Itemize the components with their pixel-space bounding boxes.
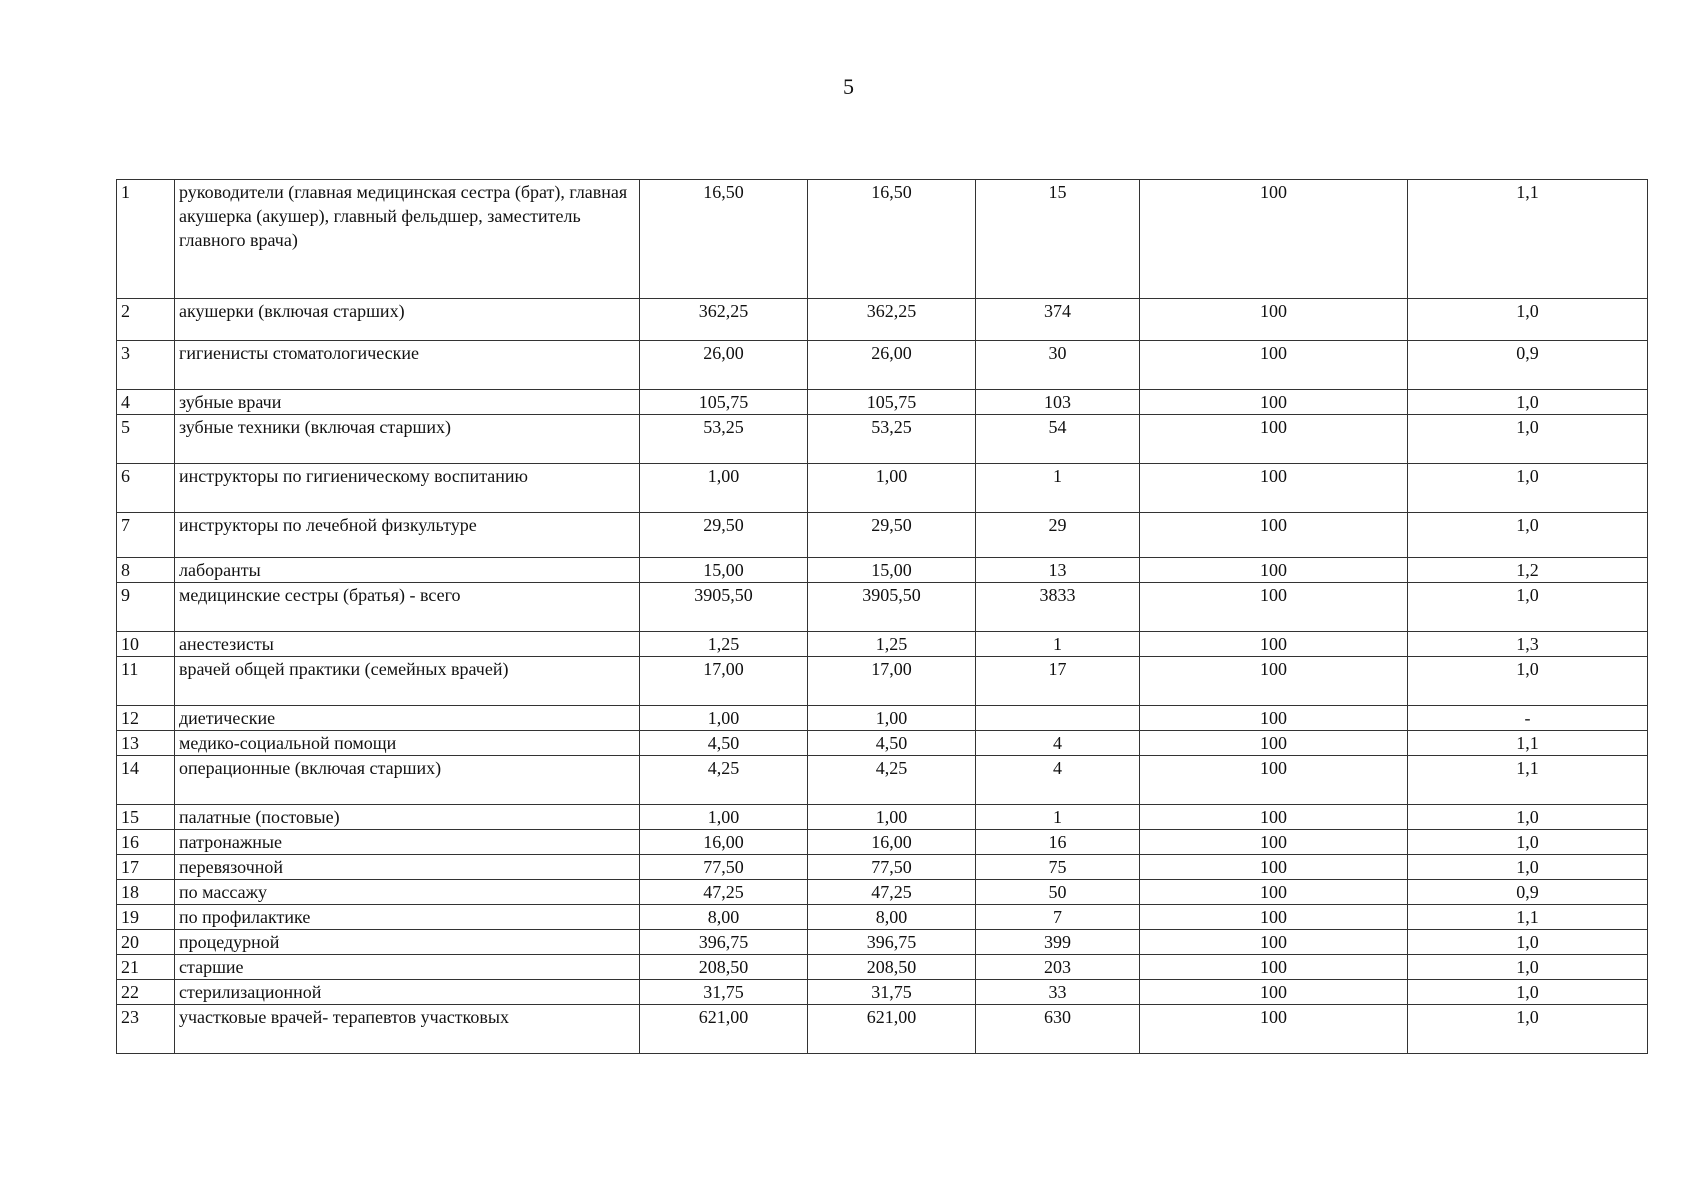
value-col-5-cell: 1,0 — [1408, 464, 1648, 513]
value-col-1-cell: 4,50 — [640, 731, 808, 756]
value-col-1-cell: 53,25 — [640, 415, 808, 464]
table-row — [117, 632, 1648, 657]
value-col-2-cell: 26,00 — [808, 341, 976, 390]
value-col-2-cell: 208,50 — [808, 955, 976, 980]
row-number-cell: 21 — [117, 955, 175, 980]
value-col-2-cell: 16,00 — [808, 830, 976, 855]
position-name-cell: диетические — [175, 706, 640, 731]
value-col-1-cell: 17,00 — [640, 657, 808, 706]
value-col-4-cell: 100 — [1140, 390, 1408, 415]
value-col-3-cell: 75 — [976, 855, 1140, 880]
value-col-1-cell: 4,25 — [640, 756, 808, 805]
row-number-cell: 23 — [117, 1005, 175, 1054]
value-col-5-cell: 1,0 — [1408, 855, 1648, 880]
value-col-3-cell: 16 — [976, 830, 1140, 855]
value-col-2-cell: 8,00 — [808, 905, 976, 930]
position-name-cell: руководители (главная медицинская сестра (брат), главная акушерка (акушер), главный фельдшер, заместитель главного врача) — [175, 180, 640, 299]
value-col-1-cell: 1,25 — [640, 632, 808, 657]
table-row — [117, 731, 1648, 756]
value-col-3-cell: 17 — [976, 657, 1140, 706]
row-number-cell: 20 — [117, 930, 175, 955]
position-name-cell: участковые врачей- терапевтов участковых — [175, 1005, 640, 1054]
value-col-3-cell: 54 — [976, 415, 1140, 464]
row-number-cell: 18 — [117, 880, 175, 905]
value-col-5-cell: 1,0 — [1408, 930, 1648, 955]
value-col-2-cell: 362,25 — [808, 299, 976, 341]
table-row — [117, 756, 1648, 805]
table-row — [117, 180, 1648, 299]
value-col-5-cell: 1,0 — [1408, 980, 1648, 1005]
value-col-3-cell: 30 — [976, 341, 1140, 390]
row-number-cell: 3 — [117, 341, 175, 390]
value-col-5-cell: 1,0 — [1408, 955, 1648, 980]
value-col-4-cell: 100 — [1140, 706, 1408, 731]
table-row — [117, 980, 1648, 1005]
value-col-1-cell: 3905,50 — [640, 583, 808, 632]
value-col-4-cell: 100 — [1140, 880, 1408, 905]
row-number-cell: 8 — [117, 558, 175, 583]
position-name-cell: медицинские сестры (братья) - всего — [175, 583, 640, 632]
table-row — [117, 513, 1648, 558]
value-col-4-cell: 100 — [1140, 583, 1408, 632]
value-col-1-cell: 396,75 — [640, 930, 808, 955]
value-col-3-cell: 1 — [976, 632, 1140, 657]
table-row — [117, 415, 1648, 464]
table-row — [117, 299, 1648, 341]
value-col-3-cell: 203 — [976, 955, 1140, 980]
value-col-3-cell — [976, 706, 1140, 731]
value-col-2-cell: 29,50 — [808, 513, 976, 558]
value-col-3-cell: 399 — [976, 930, 1140, 955]
value-col-1-cell: 16,50 — [640, 180, 808, 299]
position-name-cell: патронажные — [175, 830, 640, 855]
value-col-4-cell: 100 — [1140, 341, 1408, 390]
value-col-4-cell: 100 — [1140, 930, 1408, 955]
row-number-cell: 2 — [117, 299, 175, 341]
row-number-cell: 7 — [117, 513, 175, 558]
value-col-2-cell: 1,00 — [808, 464, 976, 513]
value-col-5-cell: 0,9 — [1408, 341, 1648, 390]
value-col-4-cell: 100 — [1140, 955, 1408, 980]
value-col-3-cell: 1 — [976, 464, 1140, 513]
position-name-cell: анестезисты — [175, 632, 640, 657]
value-col-2-cell: 31,75 — [808, 980, 976, 1005]
value-col-1-cell: 362,25 — [640, 299, 808, 341]
value-col-5-cell: 0,9 — [1408, 880, 1648, 905]
value-col-5-cell: 1,0 — [1408, 1005, 1648, 1054]
value-col-1-cell: 16,00 — [640, 830, 808, 855]
value-col-2-cell: 1,00 — [808, 706, 976, 731]
value-col-4-cell: 100 — [1140, 830, 1408, 855]
value-col-2-cell: 17,00 — [808, 657, 976, 706]
value-col-2-cell: 4,50 — [808, 731, 976, 756]
value-col-2-cell: 77,50 — [808, 855, 976, 880]
position-name-cell: по профилактике — [175, 905, 640, 930]
row-number-cell: 13 — [117, 731, 175, 756]
value-col-2-cell: 621,00 — [808, 1005, 976, 1054]
value-col-4-cell: 100 — [1140, 657, 1408, 706]
row-number-cell: 14 — [117, 756, 175, 805]
value-col-2-cell: 396,75 — [808, 930, 976, 955]
value-col-3-cell: 7 — [976, 905, 1140, 930]
value-col-2-cell: 105,75 — [808, 390, 976, 415]
value-col-5-cell: 1,0 — [1408, 415, 1648, 464]
value-col-4-cell: 100 — [1140, 855, 1408, 880]
value-col-4-cell: 100 — [1140, 513, 1408, 558]
row-number-cell: 17 — [117, 855, 175, 880]
value-col-5-cell: 1,3 — [1408, 632, 1648, 657]
value-col-2-cell: 1,00 — [808, 805, 976, 830]
row-number-cell: 1 — [117, 180, 175, 299]
value-col-2-cell: 1,25 — [808, 632, 976, 657]
value-col-5-cell: 1,2 — [1408, 558, 1648, 583]
table-row — [117, 955, 1648, 980]
value-col-3-cell: 4 — [976, 756, 1140, 805]
position-name-cell: зубные врачи — [175, 390, 640, 415]
value-col-3-cell: 13 — [976, 558, 1140, 583]
value-col-5-cell: 1,0 — [1408, 390, 1648, 415]
value-col-1-cell: 208,50 — [640, 955, 808, 980]
value-col-3-cell: 15 — [976, 180, 1140, 299]
value-col-2-cell: 4,25 — [808, 756, 976, 805]
value-col-1-cell: 105,75 — [640, 390, 808, 415]
value-col-4-cell: 100 — [1140, 415, 1408, 464]
position-name-cell: лаборанты — [175, 558, 640, 583]
table-row — [117, 390, 1648, 415]
table-row — [117, 805, 1648, 830]
value-col-1-cell: 8,00 — [640, 905, 808, 930]
position-name-cell: инструкторы по лечебной физкультуре — [175, 513, 640, 558]
value-col-4-cell: 100 — [1140, 299, 1408, 341]
value-col-4-cell: 100 — [1140, 1005, 1408, 1054]
value-col-4-cell: 100 — [1140, 905, 1408, 930]
row-number-cell: 5 — [117, 415, 175, 464]
position-name-cell: операционные (включая старших) — [175, 756, 640, 805]
table-row — [117, 905, 1648, 930]
value-col-3-cell: 103 — [976, 390, 1140, 415]
table-row — [117, 880, 1648, 905]
table-row — [117, 464, 1648, 513]
value-col-1-cell: 77,50 — [640, 855, 808, 880]
table-row — [117, 706, 1648, 731]
value-col-5-cell: 1,0 — [1408, 657, 1648, 706]
value-col-5-cell: 1,0 — [1408, 299, 1648, 341]
value-col-3-cell: 374 — [976, 299, 1140, 341]
value-col-2-cell: 47,25 — [808, 880, 976, 905]
value-col-1-cell: 15,00 — [640, 558, 808, 583]
table-row — [117, 341, 1648, 390]
value-col-1-cell: 29,50 — [640, 513, 808, 558]
table-row — [117, 657, 1648, 706]
row-number-cell: 15 — [117, 805, 175, 830]
position-name-cell: палатные (постовые) — [175, 805, 640, 830]
value-col-5-cell: - — [1408, 706, 1648, 731]
row-number-cell: 19 — [117, 905, 175, 930]
row-number-cell: 10 — [117, 632, 175, 657]
table-row — [117, 583, 1648, 632]
row-number-cell: 9 — [117, 583, 175, 632]
staff-table — [116, 179, 1648, 1054]
value-col-1-cell: 47,25 — [640, 880, 808, 905]
value-col-4-cell: 100 — [1140, 805, 1408, 830]
value-col-5-cell: 1,1 — [1408, 905, 1648, 930]
position-name-cell: врачей общей практики (семейных врачей) — [175, 657, 640, 706]
value-col-3-cell: 4 — [976, 731, 1140, 756]
table-row — [117, 830, 1648, 855]
value-col-1-cell: 26,00 — [640, 341, 808, 390]
value-col-4-cell: 100 — [1140, 632, 1408, 657]
position-name-cell: медико-социальной помощи — [175, 731, 640, 756]
value-col-2-cell: 16,50 — [808, 180, 976, 299]
position-name-cell: перевязочной — [175, 855, 640, 880]
position-name-cell: зубные техники (включая старших) — [175, 415, 640, 464]
row-number-cell: 22 — [117, 980, 175, 1005]
table-row — [117, 558, 1648, 583]
position-name-cell: гигиенисты стоматологические — [175, 341, 640, 390]
table-row — [117, 930, 1648, 955]
value-col-4-cell: 100 — [1140, 558, 1408, 583]
position-name-cell: акушерки (включая старших) — [175, 299, 640, 341]
value-col-4-cell: 100 — [1140, 756, 1408, 805]
table-body — [117, 180, 1648, 1054]
row-number-cell: 12 — [117, 706, 175, 731]
row-number-cell: 16 — [117, 830, 175, 855]
value-col-4-cell: 100 — [1140, 980, 1408, 1005]
row-number-cell: 6 — [117, 464, 175, 513]
value-col-5-cell: 1,0 — [1408, 805, 1648, 830]
value-col-1-cell: 1,00 — [640, 464, 808, 513]
page-number: 5 — [843, 74, 854, 99]
value-col-5-cell: 1,1 — [1408, 180, 1648, 299]
position-name-cell: старшие — [175, 955, 640, 980]
position-name-cell: по массажу — [175, 880, 640, 905]
position-name-cell: инструкторы по гигиеническому воспитанию — [175, 464, 640, 513]
value-col-3-cell: 29 — [976, 513, 1140, 558]
value-col-4-cell: 100 — [1140, 464, 1408, 513]
value-col-1-cell: 1,00 — [640, 706, 808, 731]
value-col-3-cell: 33 — [976, 980, 1140, 1005]
position-name-cell: процедурной — [175, 930, 640, 955]
value-col-3-cell: 630 — [976, 1005, 1140, 1054]
row-number-cell: 11 — [117, 657, 175, 706]
value-col-5-cell: 1,1 — [1408, 756, 1648, 805]
row-number-cell: 4 — [117, 390, 175, 415]
value-col-5-cell: 1,0 — [1408, 583, 1648, 632]
table-row — [117, 855, 1648, 880]
value-col-1-cell: 621,00 — [640, 1005, 808, 1054]
value-col-4-cell: 100 — [1140, 731, 1408, 756]
value-col-1-cell: 1,00 — [640, 805, 808, 830]
value-col-3-cell: 50 — [976, 880, 1140, 905]
position-name-cell: стерилизационной — [175, 980, 640, 1005]
value-col-3-cell: 3833 — [976, 583, 1140, 632]
value-col-3-cell: 1 — [976, 805, 1140, 830]
value-col-1-cell: 31,75 — [640, 980, 808, 1005]
value-col-2-cell: 15,00 — [808, 558, 976, 583]
value-col-5-cell: 1,1 — [1408, 731, 1648, 756]
table-row — [117, 1005, 1648, 1054]
value-col-2-cell: 53,25 — [808, 415, 976, 464]
value-col-5-cell: 1,0 — [1408, 513, 1648, 558]
value-col-4-cell: 100 — [1140, 180, 1408, 299]
value-col-2-cell: 3905,50 — [808, 583, 976, 632]
value-col-5-cell: 1,0 — [1408, 830, 1648, 855]
